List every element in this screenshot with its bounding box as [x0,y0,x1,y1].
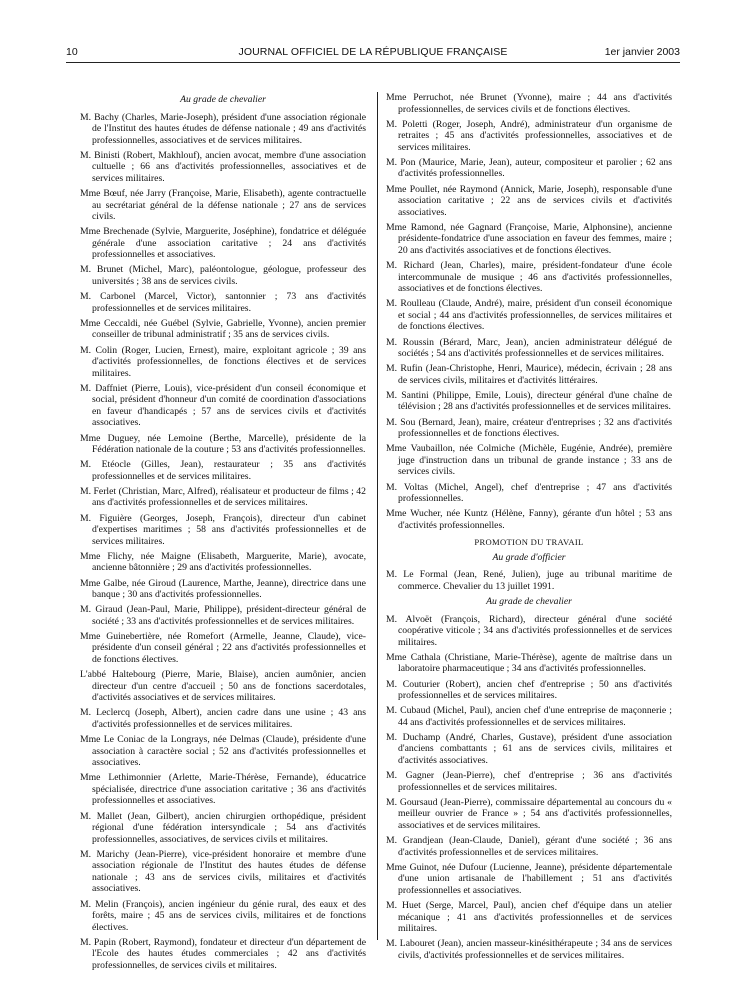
list-item: Mme Ramond, née Gagnard (Françoise, Marie, Alphonsine), ancienne présidente-fondatrice d'une association en faveur des femmes, maire ; 20 ans d'activités associatives et de fonctions électives. [386,221,672,256]
page-number: 10 [66,46,78,58]
list-item: Mme Poullet, née Raymond (Annick, Marie, Joseph), responsable d'une association caritative ; 22 ans de services civils et d'activités associatives. [386,183,672,218]
list-item: M. Giraud (Jean-Paul, Marie, Philippe), président-directeur général de société ; 33 ans d'activités professionnelles et de services militaires. [80,604,366,627]
list-item: M. Goursaud (Jean-Pierre), commissaire départemental au concours du « meilleur ouvrier de France » ; 54 ans d'activités professionnelles, associatives et de services militaires. [386,796,672,831]
list-item: M. Alvoët (François, Richard), directeur général d'une société coopérative viticole ; 34 ans d'activités professionnelles et de services militaires. [386,613,672,648]
list-item: M. Grandjean (Jean-Claude, Daniel), gérant d'une société ; 36 ans d'activités professionnelles et de services militaires. [386,835,672,858]
list-item: M. Duchamp (André, Charles, Gustave), président d'une association d'anciens combattants ; 61 ans de services civils, militaires et d'activités associatives. [386,731,672,767]
right-entry-list [386,92,672,531]
list-item: Mme Brechenade (Sylvie, Marguerite, Joséphine), fondatrice et déléguée générale d'une association caritative ; 24 ans d'activités professionnelles et associatives. [80,226,366,261]
list-item: L'abbé Haltebourg (Pierre, Marie, Blaise), ancien aumônier, ancien directeur d'un centre d'accueil ; 50 ans de fonctions sacerdotales, d'activités associatives et de services militaires. [80,669,366,704]
left-column [80,94,366,975]
list-item: M. Cubaud (Michel, Paul), ancien chef d'une entreprise de maçonnerie ; 44 ans d'activités professionnelles et de services militaires. [386,705,672,728]
left-entry-list [80,112,366,972]
list-item: M. Melin (François), ancien ingénieur du génie rural, des eaux et des forêts, maire ; 45 ans de services civils, militaires et de fonctions électives. [80,898,366,933]
officer-entry-list [386,569,672,592]
list-item: M. Binisti (Robert, Makhlouf), ancien avocat, membre d'une association cultuelle ; 66 ans d'activités professionnelles, associatives et de services militaires. [80,149,366,184]
list-item: Mme Vaubaillon, née Colmiche (Michèle, Eugénie, Andrée), première juge d'instruction dans un tribunal de grande instance ; 33 ans de services civils. [386,443,672,478]
list-item: Mme Wucher, née Kuntz (Hélène, Fanny), gérante d'un hôtel ; 53 ans d'activités professionnelles. [386,508,672,531]
list-item: M. Mallet (Jean, Gilbert), ancien chirurgien orthopédique, président régional d'une fédération intersyndicale ; 54 ans d'activités professionnelles, associatives, de services civils et militaires. [80,810,366,845]
list-item: M. Poletti (Roger, Joseph, André), administrateur d'un organisme de retraites ; 45 ans d'activités professionnelles, associatives et de services militaires. [386,118,672,153]
list-item: Mme Lethimonnier (Arlette, Marie-Thérèse, Fernande), éducatrice spécialisée, directrice d'une association caritative ; 36 ans d'activités professionnelles et associatives. [80,772,366,807]
list-item: M. Roussin (Bérard, Marc, Jean), ancien administrateur délégué de sociétés ; 54 ans d'activités professionnelles et de services militaires. [386,336,672,360]
list-item: M. Pon (Maurice, Marie, Jean), auteur, compositeur et parolier ; 62 ans d'activités professionnelles. [386,156,672,180]
list-item: M. Rufin (Jean-Christophe, Henri, Maurice), médecin, écrivain ; 28 ans de services civils, militaires et d'activités littéraires. [386,363,672,386]
list-item: M. Le Formal (Jean, René, Julien), juge au tribunal maritime de commerce. Chevalier du 13 juillet 1991. [386,569,672,592]
issue-date: 1er janvier 2003 [604,46,680,58]
page-header [66,46,680,63]
list-item: M. Daffniet (Pierre, Louis), vice-président d'un conseil économique et social, président d'honneur d'un comité de coordination d'associations en faveur d'handicapés ; 57 ans de services civils et d'activités associatives. [80,382,366,429]
list-item: M. Santini (Philippe, Emile, Louis), directeur général d'une chaîne de télévision ; 28 ans d'activités professionnelles et de services militaires. [386,389,672,413]
list-item: M. Ferlet (Christian, Marc, Alfred), réalisateur et producteur de films ; 42 ans d'activités professionnelles et de services militaires. [80,485,366,509]
section-title-promotion: PROMOTION DU TRAVAIL [474,537,584,548]
list-item: Mme Duguey, née Lemoine (Berthe, Marcelle), présidente de la Fédération nationale de la couture ; 53 ans d'activités professionnelles. [80,432,366,456]
list-item: M. Roulleau (Claude, André), maire, président d'un conseil économique et social ; 44 ans d'activités professionnelles, de services militaires et de fonctions électives. [386,298,672,333]
column-divider [377,92,378,940]
list-item: Mme Guinebertière, née Romefort (Armelle, Jeanne, Claude), vice-présidente d'un conseil général ; 22 ans d'activités professionnelles et de fonctions électives. [80,630,366,666]
list-item: Mme Galbe, née Giroud (Laurence, Marthe, Jeanne), directrice dans une banque ; 30 ans d'activités professionnelles. [80,577,366,601]
list-item: M. Brunet (Michel, Marc), paléontologue, géologue, professeur des universités ; 38 ans de services civils. [80,264,366,288]
list-item: Mme Ceccaldi, née Guébel (Sylvie, Gabrielle, Yvonne), ancien premier conseiller de tribunal administratif ; 35 ans de services civils. [80,317,366,341]
section-heading-officier: Au grade d'officier [492,551,566,563]
list-item: M. Leclercq (Joseph, Albert), ancien cadre dans une usine ; 43 ans d'activités professionnelles et de services militaires. [80,707,366,730]
list-item: M. Bachy (Charles, Marie-Joseph), président d'une association régionale de l'Institut des hautes études de défense nationale ; 49 ans d'activités professionnelles, associatives et de services militaires. [80,111,366,146]
list-item: M. Richard (Jean, Charles), maire, président-fondateur d'une école intercommunale de musique ; 46 ans d'activités professionnelles, associatives et de fonctions électives. [386,260,672,295]
section-heading-chevalier-travail: Au grade de chevalier [486,596,572,608]
section-heading-chevalier: Au grade de chevalier [180,94,266,105]
list-item: M. Carbonel (Marcel, Victor), santonnier ; 73 ans d'activités professionnelles et de services militaires. [80,291,366,314]
list-item: M. Couturier (Robert), ancien chef d'entreprise ; 50 ans d'activités professionnelles et de services militaires. [386,678,672,702]
list-item: M. Colin (Roger, Lucien, Ernest), maire, exploitant agricole ; 39 ans d'activités professionnelles, de fonctions électives et de services militaires. [80,344,366,379]
list-item: M. Papin (Robert, Raymond), fondateur et directeur d'un département de l'Ecole des hautes études commerciales ; 42 ans d'activités professionnelles, de services civils et militaires. [80,936,366,971]
list-item: M. Voltas (Michel, Angel), chef d'entreprise ; 47 ans d'activités professionnelles. [386,481,672,505]
list-item: M. Figuière (Georges, Joseph, François), directeur d'un cabinet d'expertises maritimes ; 58 ans d'activités professionnelles et de services militaires. [80,512,366,547]
list-item: Mme Perruchot, née Brunet (Yvonne), maire ; 44 ans d'activités professionnelles, de services civils et de fonctions électives. [386,92,672,115]
list-item: M. Sou (Bernard, Jean), maire, créateur d'entreprises ; 32 ans d'activités professionnelles et de fonctions électives. [386,416,672,440]
journal-title: JOURNAL OFFICIEL DE LA RÉPUBLIQUE FRANÇAISE [238,46,508,58]
list-item: Mme Le Coniac de la Longrays, née Delmas (Claude), présidente d'une association à caractère social ; 52 ans d'activités professionnelles et associatives. [80,734,366,769]
list-item: M. Labouret (Jean), ancien masseur-kinésithérapeute ; 34 ans de services civils, d'activités professionnelles et de services militaires. [386,938,672,961]
list-item: M. Marichy (Jean-Pierre), vice-président honoraire et membre d'une association régionale de l'Institut des hautes études de défense nationale ; 43 ans de services civils, militaires et d'activités associatives. [80,848,366,895]
list-item: M. Huet (Serge, Marcel, Paul), ancien chef d'équipe dans un atelier mécanique ; 41 ans d'activités professionnelles et de services militaires. [386,900,672,935]
list-item: M. Gagner (Jean-Pierre), chef d'entreprise ; 36 ans d'activités professionnelles et de services militaires. [386,770,672,793]
list-item: Mme Cathala (Christiane, Marie-Thérèse), agente de maîtrise dans un laboratoire pharmaceutique ; 34 ans d'activités professionnelles. [386,651,672,675]
right-column [386,92,672,965]
knight-entry-list [386,614,672,962]
list-item: M. Etéocle (Gilles, Jean), restaurateur ; 35 ans d'activités professionnelles et de services militaires. [80,459,366,482]
list-item: Mme Guinot, née Dufour (Lucienne, Jeanne), présidente départementale d'une union artisanale de l'habillement ; 51 ans d'activités professionnelles et associatives. [386,861,672,896]
list-item: Mme Bœuf, née Jarry (Françoise, Marie, Elisabeth), agente contractuelle au secrétariat général de la défense nationale ; 27 ans de services civils. [80,188,366,223]
list-item: Mme Flichy, née Maigne (Elisabeth, Marguerite, Marie), avocate, ancienne bâtonnière ; 29 ans d'activités professionnelles. [80,550,366,574]
